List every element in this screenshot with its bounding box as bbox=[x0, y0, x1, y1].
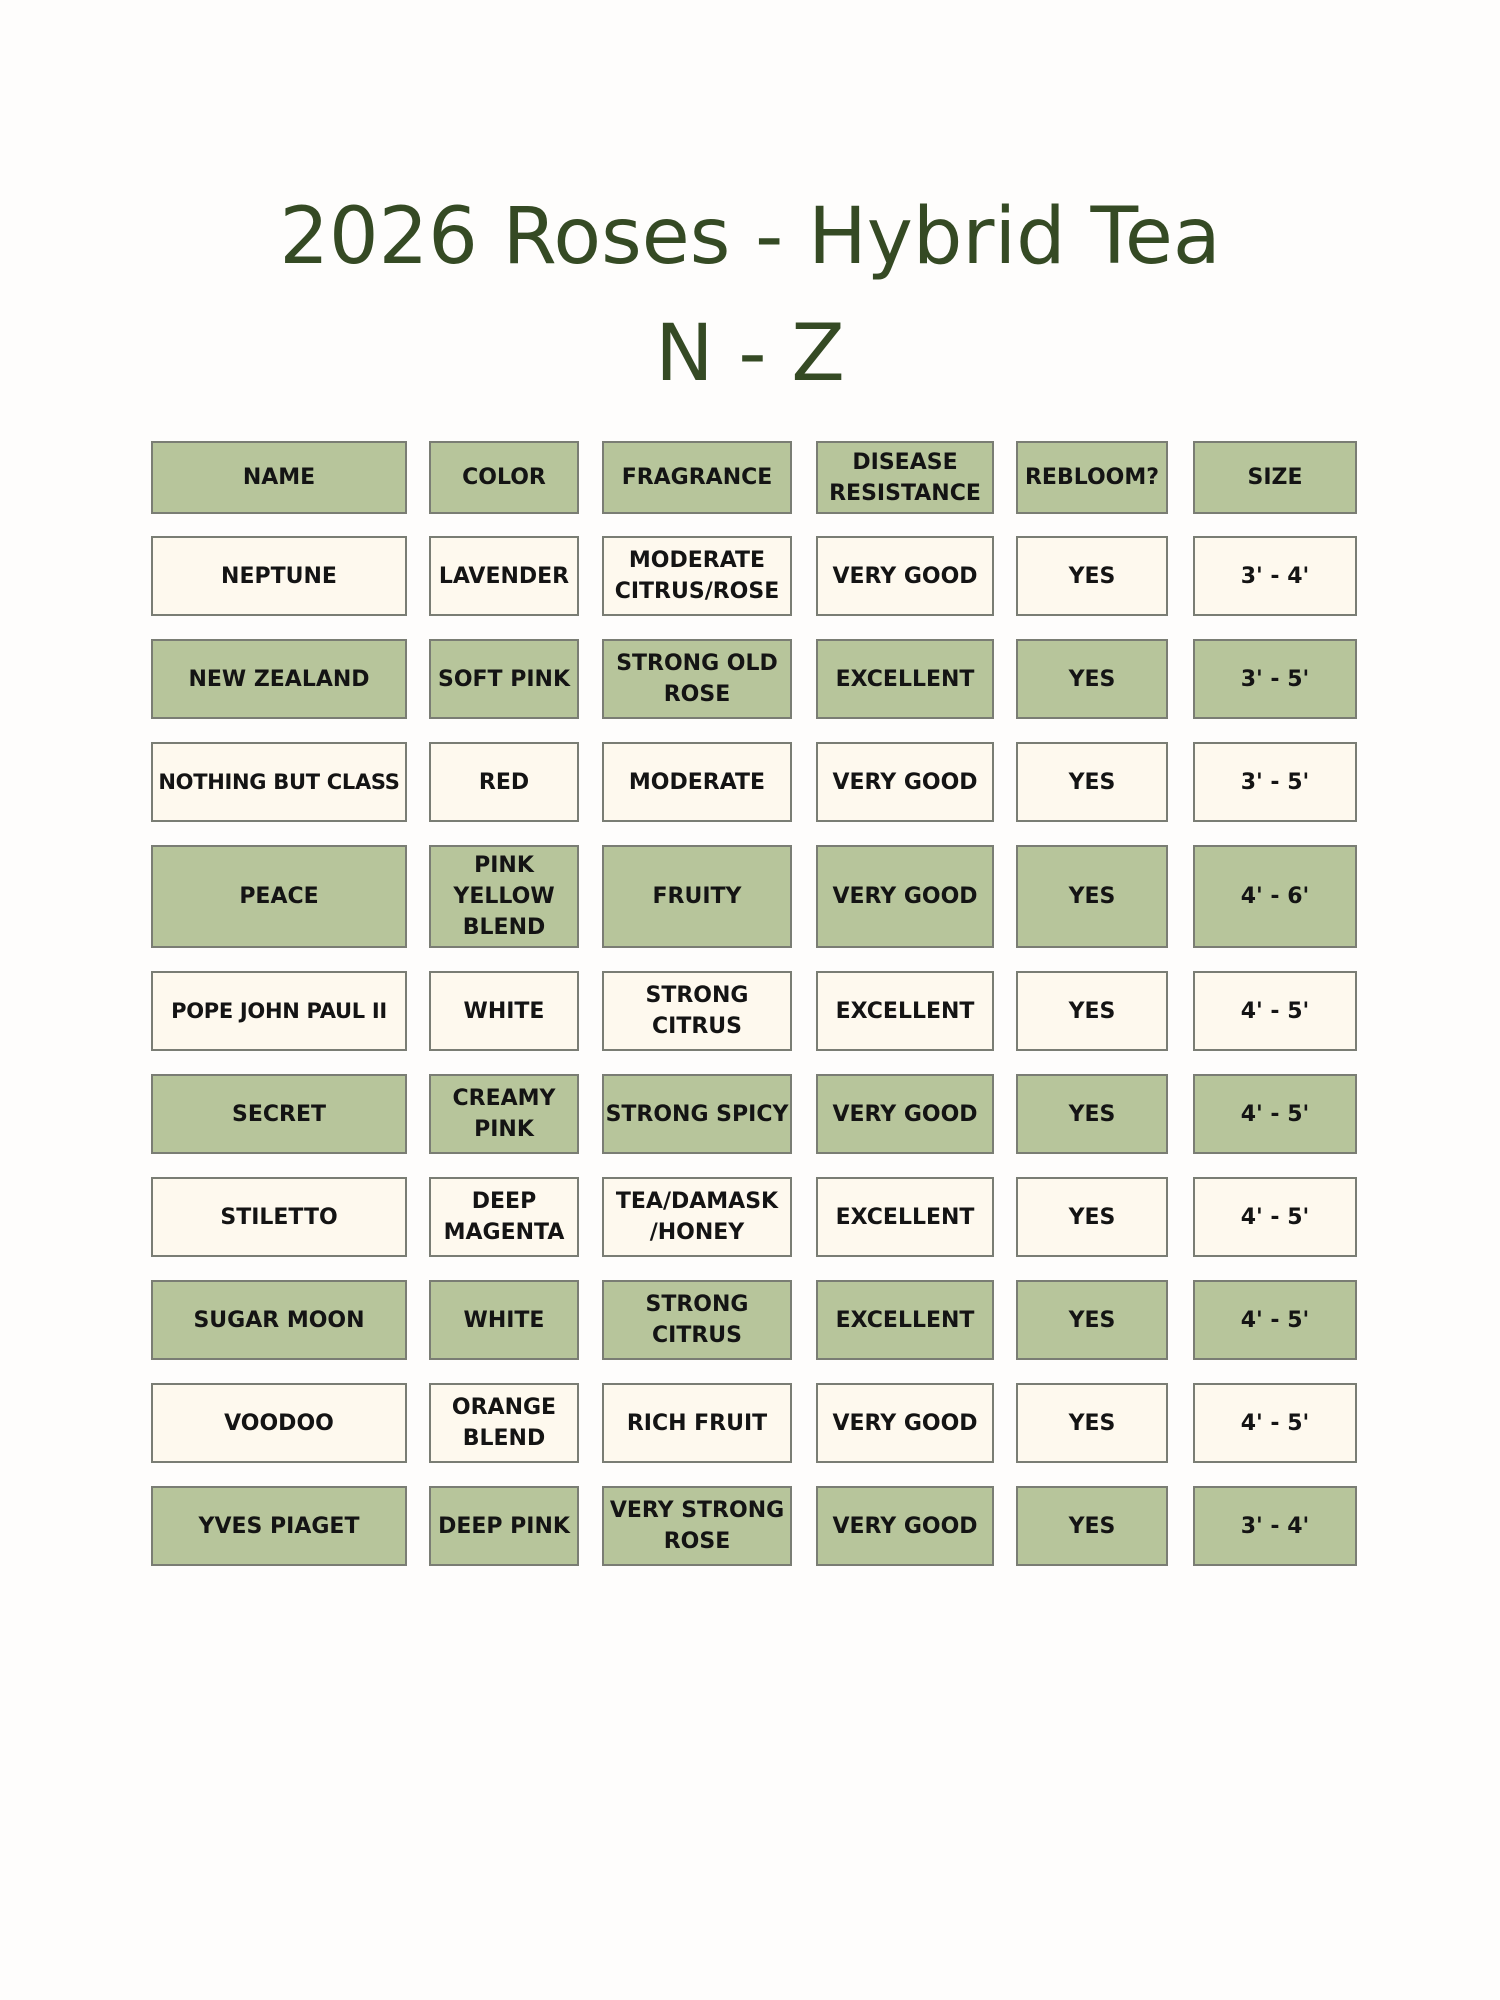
page-title: 2026 Roses - Hybrid Tea bbox=[279, 192, 1221, 282]
cell-fragrance: FRUITY bbox=[602, 845, 792, 948]
cell-disease-resistance: VERY GOOD bbox=[816, 845, 994, 948]
cell-size: 4' - 5' bbox=[1193, 971, 1357, 1051]
cell-disease-resistance: VERY GOOD bbox=[816, 1074, 994, 1154]
cell-size: 4' - 6' bbox=[1193, 845, 1357, 948]
cell-disease-resistance: EXCELLENT bbox=[816, 971, 994, 1051]
cell-name: NEPTUNE bbox=[151, 536, 407, 616]
cell-color: DEEP PINK bbox=[429, 1486, 579, 1566]
cell-disease-resistance: VERY GOOD bbox=[816, 1486, 994, 1566]
cell-size: 4' - 5' bbox=[1193, 1074, 1357, 1154]
cell-name: NOTHING BUT CLASS bbox=[151, 742, 407, 822]
cell-name: POPE JOHN PAUL II bbox=[151, 971, 407, 1051]
cell-rebloom: YES bbox=[1016, 536, 1168, 616]
cell-rebloom: YES bbox=[1016, 1280, 1168, 1360]
header-name: NAME bbox=[151, 441, 407, 514]
header-disease-resistance: DISEASE RESISTANCE bbox=[816, 441, 994, 514]
header-fragrance: FRAGRANCE bbox=[602, 441, 792, 514]
cell-color: WHITE bbox=[429, 1280, 579, 1360]
cell-rebloom: YES bbox=[1016, 1383, 1168, 1463]
cell-disease-resistance: VERY GOOD bbox=[816, 1383, 994, 1463]
cell-color: RED bbox=[429, 742, 579, 822]
cell-fragrance: STRONG SPICY bbox=[602, 1074, 792, 1154]
cell-color: DEEP MAGENTA bbox=[429, 1177, 579, 1257]
cell-size: 3' - 5' bbox=[1193, 742, 1357, 822]
cell-name: NEW ZEALAND bbox=[151, 639, 407, 719]
header-color: COLOR bbox=[429, 441, 579, 514]
cell-name: YVES PIAGET bbox=[151, 1486, 407, 1566]
cell-name: STILETTO bbox=[151, 1177, 407, 1257]
cell-disease-resistance: EXCELLENT bbox=[816, 639, 994, 719]
cell-size: 3' - 4' bbox=[1193, 536, 1357, 616]
cell-name: PEACE bbox=[151, 845, 407, 948]
cell-disease-resistance: EXCELLENT bbox=[816, 1280, 994, 1360]
cell-rebloom: YES bbox=[1016, 1486, 1168, 1566]
header-size: SIZE bbox=[1193, 441, 1357, 514]
header-rebloom: REBLOOM? bbox=[1016, 441, 1168, 514]
cell-size: 4' - 5' bbox=[1193, 1383, 1357, 1463]
cell-color: ORANGE BLEND bbox=[429, 1383, 579, 1463]
cell-size: 3' - 4' bbox=[1193, 1486, 1357, 1566]
cell-rebloom: YES bbox=[1016, 845, 1168, 948]
cell-color: CREAMY PINK bbox=[429, 1074, 579, 1154]
cell-fragrance: TEA/DAMASK /HONEY bbox=[602, 1177, 792, 1257]
cell-disease-resistance: VERY GOOD bbox=[816, 536, 994, 616]
cell-size: 3' - 5' bbox=[1193, 639, 1357, 719]
cell-fragrance: STRONG CITRUS bbox=[602, 971, 792, 1051]
cell-color: WHITE bbox=[429, 971, 579, 1051]
cell-name: SUGAR MOON bbox=[151, 1280, 407, 1360]
cell-fragrance: RICH FRUIT bbox=[602, 1383, 792, 1463]
cell-rebloom: YES bbox=[1016, 639, 1168, 719]
cell-rebloom: YES bbox=[1016, 1177, 1168, 1257]
cell-disease-resistance: VERY GOOD bbox=[816, 742, 994, 822]
cell-name: VOODOO bbox=[151, 1383, 407, 1463]
cell-rebloom: YES bbox=[1016, 1074, 1168, 1154]
cell-rebloom: YES bbox=[1016, 742, 1168, 822]
cell-color: PINK YELLOW BLEND bbox=[429, 845, 579, 948]
cell-name: SECRET bbox=[151, 1074, 407, 1154]
cell-color: SOFT PINK bbox=[429, 639, 579, 719]
page-subtitle: N - Z bbox=[655, 309, 845, 399]
cell-color: LAVENDER bbox=[429, 536, 579, 616]
cell-rebloom: YES bbox=[1016, 971, 1168, 1051]
cell-fragrance: STRONG OLD ROSE bbox=[602, 639, 792, 719]
cell-size: 4' - 5' bbox=[1193, 1177, 1357, 1257]
cell-fragrance: VERY STRONG ROSE bbox=[602, 1486, 792, 1566]
cell-fragrance: MODERATE CITRUS/ROSE bbox=[602, 536, 792, 616]
cell-fragrance: MODERATE bbox=[602, 742, 792, 822]
cell-disease-resistance: EXCELLENT bbox=[816, 1177, 994, 1257]
cell-size: 4' - 5' bbox=[1193, 1280, 1357, 1360]
cell-fragrance: STRONG CITRUS bbox=[602, 1280, 792, 1360]
